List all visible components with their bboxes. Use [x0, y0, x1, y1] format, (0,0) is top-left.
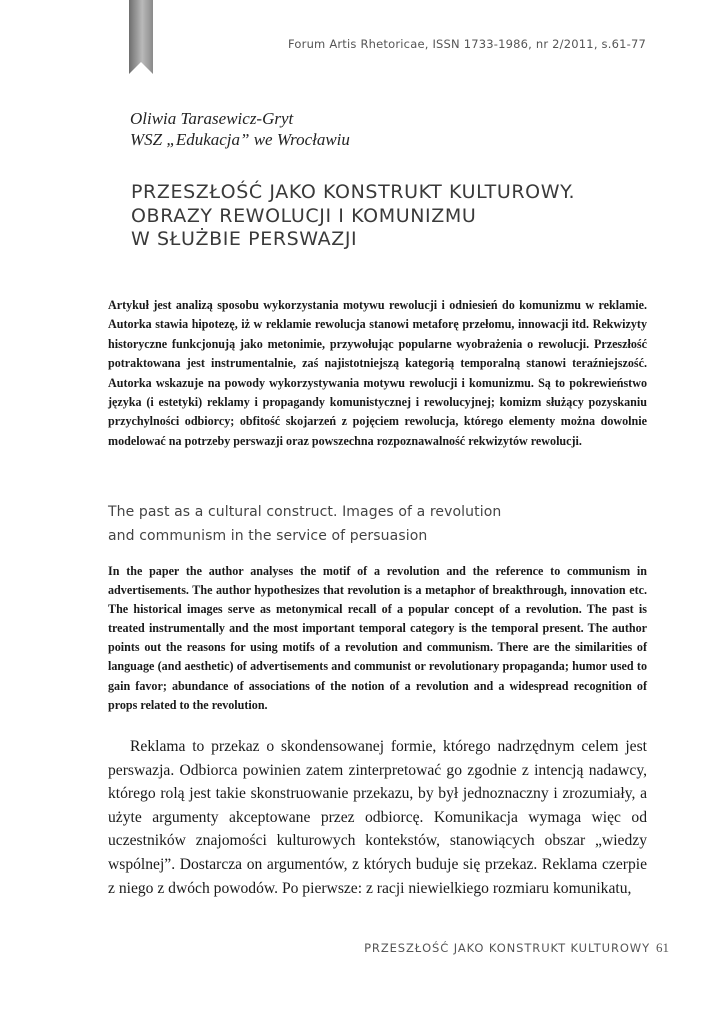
abstract-polish: Artykuł jest analizą sposobu wykorzystania motywu rewolucji i odniesień do komunizmu w reklamie. Autorka stawia hipotezę, iż w reklamie rewolucja stanowi metaforę przełomu, innowacji itd. Rekwizyty historyczne funkcjonują jako metonimie, przywołując popularne wyobrażenia o rewolucji. Przeszłość potraktowana jest instrumentalnie, zaś najistotniejszą kategorią temporalną stanowi teraźniejszość. Autorka wskazuje na powody wykorzystywania motywu rewolucji i komunizmu. Są to pokrewieństwo języka (i estetyki) reklamy i propagandy komunistycznej i rewolucyjnej; komizm służący pozyskaniu przychylności odbiorcy; obfitość skojarzeń z pojęciem rewolucja, którego elementy można dowolnie modelować na potrzeby perswazji oraz powszechna rozpoznawalność rekwizytów rewolucji. [108, 298, 647, 448]
english-title [108, 500, 501, 548]
english-title-line-2: and communism in the service of persuasion [108, 528, 428, 544]
author-block [130, 108, 350, 150]
journal-running-head: Forum Artis Rhetoricae, ISSN 1733-1986, nr 2/2011, s.61-77 [288, 37, 646, 51]
article-title-line-1: PRZESZŁOŚĆ JAKO KONSTRUKT KULTUROWY. [131, 181, 576, 203]
english-title-line-1: The past as a cultural construct. Images of a revolution [108, 504, 502, 520]
body-paragraph: Reklama to przekaz o skondensowanej formie, którego nadrzędnym celem jest perswazja. Odbiorca powinien zatem zinterpretować go zgodnie z intencją nadawcy, którego rolą jest takie skonstruowanie przekazu, by był jednoznaczny i zrozumiały, a użyte argumenty akceptowane przez odbiorcę. Komunikacja wymaga więc od uczestników znajomości kulturowych kontekstów, stanowiących obszar „wiedzy wspólnej”. Dostarcza on argumentów, z których buduje się przekaz. Reklama czerpie z niego z dwóch powodów. Po pierwsze: z racji niewielkiego rozmiaru komunikatu, [108, 738, 647, 897]
article-title [131, 181, 651, 252]
bookmark-ribbon-icon [129, 0, 153, 74]
footer-running-title: PRZESZŁOŚĆ JAKO KONSTRUKT KULTUROWY [364, 941, 650, 955]
author-affiliation: WSZ „Edukacja” we Wrocławiu [130, 130, 350, 149]
page-footer [364, 940, 669, 956]
page-number: 61 [656, 940, 669, 955]
abstract-english: In the paper the author analyses the motif of a revolution and the reference to communism in advertisements. The author hypothesizes that revolution is a metaphor of breakthrough, innovation etc. The historical images serve as metonymical recall of a popular concept of a revolution. The past is treated instrumentally and the most important temporal category is the temporal present. The author points out the reasons for using motifs of a revolution and communism. There are the similarities of language (and aesthetic) of advertisements and communist or revolutionary propaganda; humor used to gain favor; abundance of associations of the notion of a revolution and a widespread recognition of props related to the revolution. [108, 564, 647, 712]
article-title-line-3: W SŁUŻBIE PERSWAZJI [131, 228, 358, 250]
author-name: Oliwia Tarasewicz-Gryt [130, 109, 294, 128]
article-title-line-2: OBRAZY REWOLUCJI I KOMUNIZMU [131, 204, 477, 227]
